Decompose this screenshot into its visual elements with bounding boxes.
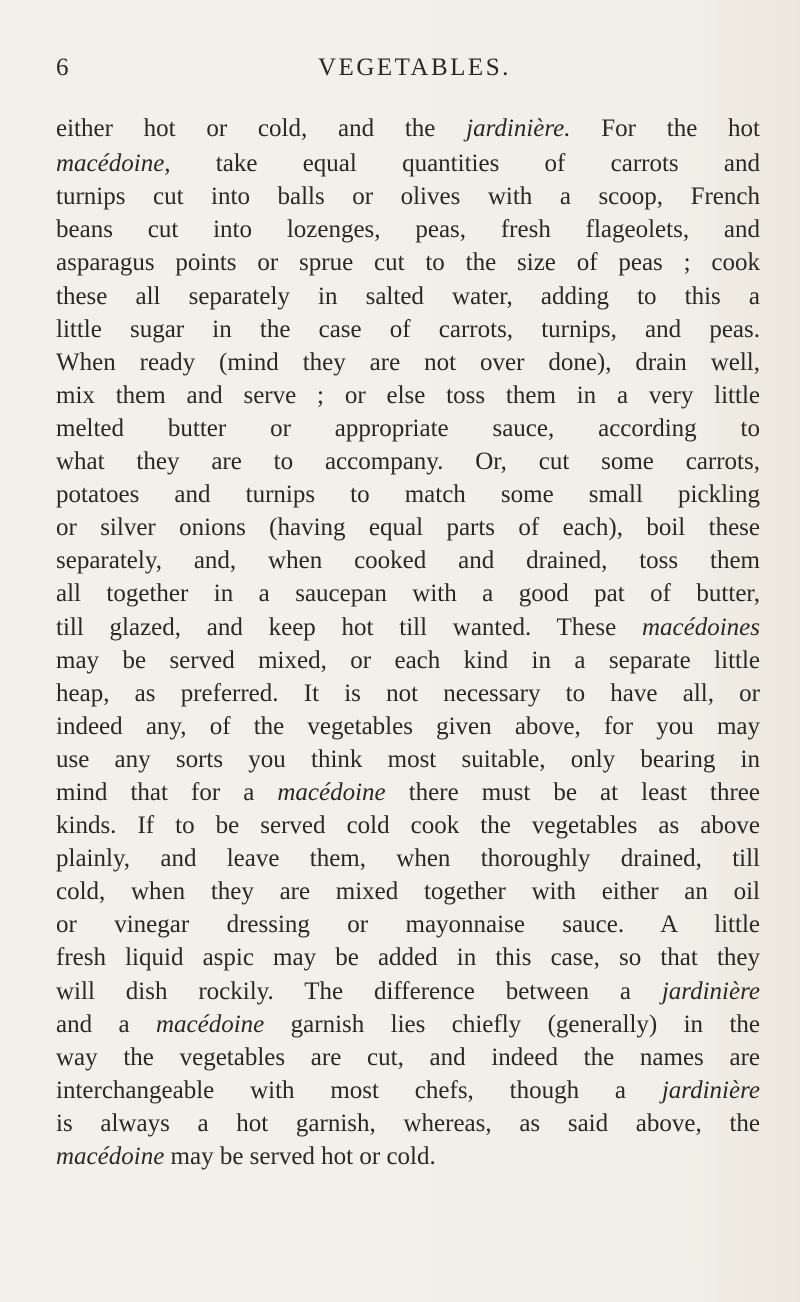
italic-term: macédoine, [56,150,171,178]
text-run: turnips cut into balls or olives with a scoop, French [56,183,760,211]
text-line [56,842,760,875]
text-run: potatoes and turnips to match some small pickling [56,481,760,509]
text-run: mix them and serve ; or else toss them in a very little [56,381,760,409]
text-line [56,1041,760,1074]
running-head [56,54,756,90]
text-line [56,280,760,313]
text-run: cold, when they are mixed together with either an oil [56,878,760,906]
text-run: and a [56,1010,156,1038]
text-line [56,908,760,941]
text-line [56,577,760,610]
text-run: may be served mixed, or each kind in a separate little [56,646,760,674]
italic-term: macédoine [277,778,386,806]
text-run: When ready (mind they are not over done), drain well, [56,348,760,376]
text-line [56,379,760,412]
italic-term: jardinière. [466,115,571,142]
text-line [56,710,760,743]
text-line [56,180,760,213]
text-run: or silver onions (having equal parts of each), boil these [56,514,760,542]
text-run: will dish rockily. The difference between a [56,977,662,1005]
text-line [56,313,760,346]
italic-term: macédoines [641,613,760,641]
text-line [56,1140,760,1173]
text-run: garnish lies chiefly (generally) in the [264,1010,760,1038]
text-line [56,412,760,445]
text-line [56,213,760,246]
body-text [56,112,760,1173]
text-line [56,677,760,710]
text-run: take equal quantities of carrots and [170,150,760,178]
text-run: kinds. If to be served cold cook the vegetables as above [56,812,760,840]
text-line [56,346,760,379]
text-run: separately, and, when cooked and drained, toss them [56,547,760,575]
text-run: melted butter or appropriate sauce, according to [56,414,760,442]
text-run: use any sorts you think most suitable, only bearing in [56,745,760,773]
text-run: or vinegar dressing or mayonnaise sauce. A little [56,911,760,939]
text-run: indeed any, of the vegetables given above, for you may [56,712,760,740]
text-run: all together in a saucepan with a good pat of butter, [56,580,760,608]
text-line [56,875,760,908]
text-run: little sugar in the case of carrots, turnips, and peas. [56,315,760,343]
text-line [56,1107,760,1140]
text-run: mind that for a [56,778,278,806]
text-run: till glazed, and keep hot till wanted. These [56,613,642,641]
text-line [56,743,760,776]
text-run: interchangeable with most chefs, though a [56,1076,662,1104]
text-line [56,511,760,544]
text-line [56,478,760,511]
text-line [56,611,760,644]
text-run: there must be at least three [385,778,760,806]
text-line [56,1074,760,1107]
text-line [56,644,760,677]
text-line [56,809,760,842]
text-run: is always a hot garnish, whereas, as said above, the [56,1109,760,1137]
text-line [56,112,760,147]
text-run: these all separately in salted water, adding to this a [56,282,760,310]
text-run: fresh liquid aspic may be added in this case, so that they [56,944,760,972]
text-line [56,975,760,1008]
italic-term: macédoine [155,1010,265,1038]
text-line [56,941,760,974]
page-number: 6 [56,54,70,81]
text-run: heap, as preferred. It is not necessary to have all, or [56,679,760,707]
running-title: VEGETABLES. [318,54,511,81]
italic-term: jardinière [661,1076,760,1104]
text-run: For the hot [570,115,760,142]
text-line [56,544,760,577]
text-line [56,776,760,809]
italic-term: jardinière [661,977,760,1005]
text-run: what they are to accompany. Or, cut some carrots, [56,448,760,476]
text-run: either hot or cold, and the [56,115,467,142]
italic-term: macédoine [56,1143,165,1170]
text-run: asparagus points or sprue cut to the size of peas ; cook [56,249,760,277]
text-line [56,246,760,279]
text-line [56,1008,760,1041]
text-run: beans cut into lozenges, peas, fresh flageolets, and [56,216,760,244]
text-line [56,147,760,180]
text-run: plainly, and leave them, when thoroughly drained, till [56,845,760,873]
text-run: way the vegetables are cut, and indeed the names are [56,1043,760,1071]
text-line [56,445,760,478]
text-run: may be served hot or cold. [164,1143,436,1170]
